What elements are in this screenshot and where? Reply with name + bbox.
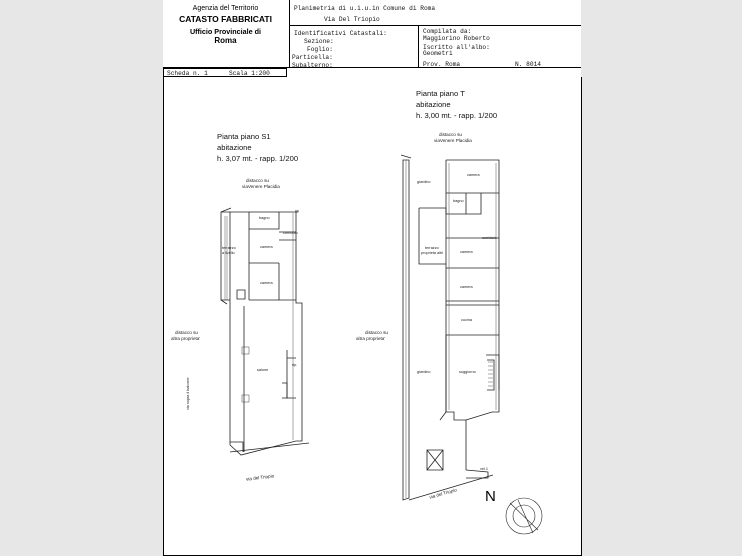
cadastral-sheet: [163, 0, 581, 556]
plan-t-outline: [401, 155, 499, 500]
s1-vertical-note: via sopra il balcone: [186, 377, 190, 410]
city-label: Roma: [214, 36, 237, 45]
identificativi-label: Identificativi Catastali:: [294, 30, 387, 37]
compilata-label: Compilata da:: [423, 28, 472, 35]
plan-s1-title: Pianta piano S1: [217, 132, 271, 141]
s1-room-salone: salone: [257, 368, 269, 372]
t-room-camera-top: camera: [467, 173, 480, 177]
s1-room-camera-1: camera: [260, 245, 273, 249]
s1-distacco-left: distacco su: [175, 330, 198, 335]
s1-room-camera-2: camera: [260, 281, 273, 285]
t-room-camera-1: camera: [460, 250, 473, 254]
planimetria-label: Planimetria di u.i.u.in Comune di Roma: [294, 5, 436, 12]
numero-label: N. 8014: [515, 61, 541, 68]
plan-s1-use: abitazione: [217, 143, 252, 152]
t-room-vel: vel.1: [480, 467, 489, 471]
foglio-label: Foglio:: [307, 46, 333, 53]
particella-label: Particella:: [292, 54, 333, 61]
t-room-terrazzo: terrazzo: [425, 246, 439, 250]
sezione-label: Sezione:: [304, 38, 334, 45]
t-room-camera-2: camera: [460, 285, 473, 289]
s1-room-bagno: bagno: [259, 216, 270, 220]
t-distacco-top-street: viaVenere Placidia: [434, 138, 472, 143]
address-label: Via Del Triopio: [324, 16, 380, 23]
t-room-giardino-top: giardino: [417, 180, 431, 184]
plan-t-use: abitazione: [416, 100, 451, 109]
t-distacco-left: distacco su: [365, 330, 388, 335]
catasto-title: CATASTO FABBRICATI: [179, 14, 272, 24]
s1-distacco-top: distacco su: [246, 178, 269, 183]
compass-symbol: [506, 498, 542, 534]
scheda-label: Scheda n. 1: [167, 70, 208, 77]
plan-t-title: Pianta piano T: [416, 89, 465, 98]
compiler-name: Maggiorino Roberto: [423, 35, 490, 42]
t-room-bagno: bagno: [453, 199, 464, 203]
ufficio-label: Ufficio Provinciale di: [189, 27, 262, 36]
s1-room-terrazzo: terrazzo: [222, 246, 236, 250]
s1-room-corridoio: corridoio: [283, 231, 298, 235]
s1-distacco-top-street: viaVenere Placidia: [242, 184, 280, 189]
t-distacco-top: distacco su: [439, 132, 462, 137]
s1-room-terrazzo-livello: a livello: [222, 251, 235, 255]
t-room-terrazzo-altri: proprieta altri: [421, 251, 444, 255]
t-room-cucina: cucina: [461, 318, 472, 322]
t-room-soggiorno: soggiorno: [459, 370, 476, 374]
s1-street-label: via del Triopio: [245, 473, 275, 482]
floor-plans-drawing: [163, 0, 581, 556]
albo-value: Geometri: [423, 50, 453, 57]
plan-s1-height: h. 3,07 mt. - rapp. 1/200: [217, 154, 299, 163]
agency-name: Agenzia del Territorio: [192, 5, 259, 12]
t-street-label: via del Triopio: [428, 487, 458, 500]
scala-label: Scala 1:200: [229, 70, 270, 77]
t-room-giardino-bottom: giardino: [417, 370, 431, 374]
prov-label: Prov. Roma: [423, 61, 461, 68]
plan-t-height: h. 3,00 mt. - rapp. 1/200: [416, 111, 498, 120]
iscritto-label: Iscritto all'albo:: [423, 44, 490, 51]
s1-distacco-left-owner: altra proprieta': [171, 336, 201, 341]
subalterno-label: Subalterno:: [292, 62, 333, 69]
s1-room-rip: rip.: [292, 363, 298, 367]
t-distacco-left-owner: altra proprieta': [356, 336, 386, 341]
t-room-corridoio: corridoio: [482, 236, 497, 240]
north-label: N: [485, 488, 496, 505]
